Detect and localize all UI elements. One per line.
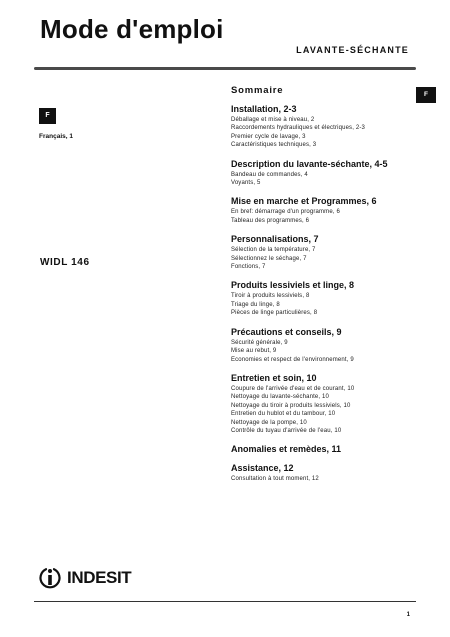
toc-item: En bref: démarrage d'un programme, 6 xyxy=(231,209,340,216)
toc-item: Triage du linge, 8 xyxy=(231,301,280,308)
toc-item: Sélection de la température, 7 xyxy=(231,247,316,254)
toc-item: Caractéristiques techniques, 3 xyxy=(231,142,317,149)
product-type: LAVANTE-SÉCHANTE xyxy=(296,45,409,55)
language-badge: F xyxy=(39,108,56,124)
model-number: WIDL 146 xyxy=(40,257,90,268)
toc-item: Sécurité générale, 9 xyxy=(231,339,288,346)
language-label: Français, 1 xyxy=(39,133,73,140)
brand-name: INDESIT xyxy=(67,568,132,587)
toc-item: Consultation à tout moment, 12 xyxy=(231,476,319,483)
toc-item: Sélectionnez le séchage, 7 xyxy=(231,255,307,262)
toc-item: Bandeau de commandes, 4 xyxy=(231,171,308,178)
toc-item: Mise au rebut, 9 xyxy=(231,348,277,355)
toc-section-title: Personnalisations, 7 xyxy=(231,234,319,245)
toc-item: Déballage et mise à niveau, 2 xyxy=(231,117,315,123)
page-title: Mode d'emploi xyxy=(40,14,224,44)
toc-section xyxy=(231,104,416,150)
toc-item: Coupure de l'arrivée d'eau et de courant, 10 xyxy=(231,385,355,392)
indesit-logo-icon xyxy=(38,566,62,590)
toc-section xyxy=(231,234,416,271)
toc-section-title: Entretien et soin, 10 xyxy=(231,372,317,383)
brand-logo xyxy=(38,566,131,590)
toc-item: Raccordements hydrauliques et électriques, 2-3 xyxy=(231,125,365,132)
toc-item: Economies et respect de l'environnement, 9 xyxy=(231,356,354,363)
toc-item: Nettoyage de la pompe, 10 xyxy=(231,419,307,426)
toc-section xyxy=(231,373,416,435)
toc-section xyxy=(231,327,416,364)
toc-item: Premier cycle de lavage, 3 xyxy=(231,133,306,140)
language-side-tab: F xyxy=(416,87,436,103)
toc-item: Nettoyage du lavante-séchante, 10 xyxy=(231,394,330,401)
table-of-contents xyxy=(231,85,416,493)
toc-item: Voyants, 5 xyxy=(231,180,261,187)
toc-section xyxy=(231,196,416,225)
toc-heading: Sommaire xyxy=(231,85,284,96)
toc-item: Contrôle du tuyau d'arrivée de l'eau, 10 xyxy=(231,427,342,434)
toc-item: Entretien du hublot et du tambour, 10 xyxy=(231,411,336,418)
toc-section xyxy=(231,159,416,188)
toc-section-title: Anomalies et remèdes, 11 xyxy=(231,444,342,455)
toc-section-title: Description du lavante-séchante, 4-5 xyxy=(231,158,388,169)
toc-section-title: Assistance, 12 xyxy=(231,463,294,474)
toc-item: Nettoyage du tiroir à produits lessiviels, 10 xyxy=(231,402,351,409)
toc-item: Tableau des programmes, 6 xyxy=(231,217,310,224)
toc-section xyxy=(231,280,416,317)
toc-section xyxy=(231,444,416,454)
toc-section-title: Produits lessiviels et linge, 8 xyxy=(231,280,355,291)
toc-item: Pièces de linge particulières, 8 xyxy=(231,310,318,317)
header-divider xyxy=(34,67,416,70)
toc-sections xyxy=(231,104,416,484)
toc-item: Tiroir à produits lessiviels, 8 xyxy=(231,293,310,300)
page-number: 1 xyxy=(406,612,410,618)
toc-section xyxy=(231,463,416,483)
toc-section-title: Installation, 2-3 xyxy=(231,104,297,114)
toc-item: Fonctions, 7 xyxy=(231,264,266,271)
toc-section-title: Mise en marche et Programmes, 6 xyxy=(231,196,377,207)
footer-divider xyxy=(34,601,416,602)
toc-section-title: Précautions et conseils, 9 xyxy=(231,326,342,337)
